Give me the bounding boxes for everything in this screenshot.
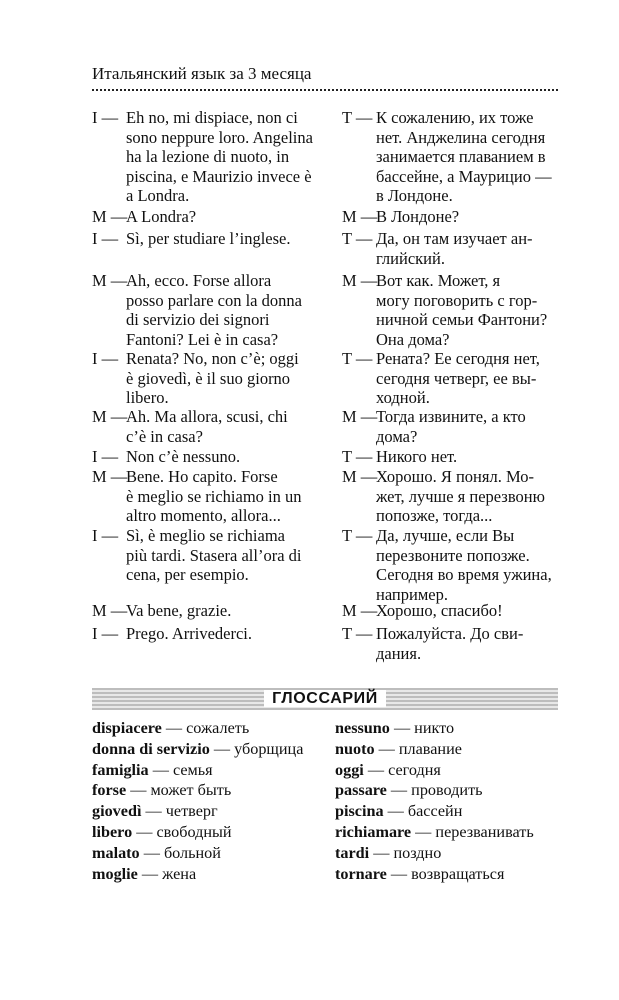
italian-text: Renata? No, non c’è; oggi è giovedì, è il suo giorno libero. (126, 349, 299, 408)
glossary-term: donna di servizio (92, 739, 210, 758)
italian-text: Va bene, grazie. (126, 601, 232, 620)
glossary-entry (92, 864, 332, 885)
speaker-label: I — (92, 526, 119, 545)
glossary-entry (335, 843, 565, 864)
speaker-label: T — (342, 624, 373, 643)
glossary-entry (92, 780, 332, 801)
glossary-term: piscina (335, 802, 384, 821)
russian-text: Пожалуйста. До сви- дания. (376, 624, 524, 663)
glossary-entry (335, 739, 565, 760)
speaker-label: T — (342, 229, 373, 248)
glossary-definition: — может быть (126, 781, 232, 800)
italian-text: A Londra? (126, 207, 197, 226)
italian-line (92, 229, 342, 249)
italian-text: Ah. Ma allora, scusi, chi c’è in casa? (126, 407, 288, 446)
russian-text: Рената? Ее сегодня нет, сегодня четверг, ее вы- ходной. (376, 349, 540, 408)
russian-line (342, 207, 562, 227)
glossary-entry (335, 801, 565, 822)
glossary-term: malato (92, 843, 140, 862)
glossary-definition: — уборщица (209, 739, 304, 758)
glossary-term: famiglia (92, 760, 149, 779)
speaker-label: M — (342, 207, 378, 226)
russian-line (342, 407, 562, 446)
glossary-entry (335, 822, 565, 843)
glossary-definition: — перезванивать (411, 822, 534, 841)
italian-line (92, 271, 342, 349)
glossary-term: richiamare (335, 822, 412, 841)
glossary-term: oggi (335, 760, 364, 779)
glossary-entry (92, 822, 332, 843)
russian-text: Никого нет. (376, 447, 458, 466)
russian-text: Да, лучше, если Вы перезвоните попозже. Сегодня во время ужина, например. (376, 526, 552, 604)
speaker-label: T — (342, 349, 373, 368)
speaker-label: M — (342, 467, 378, 486)
glossary-entry (335, 718, 565, 739)
russian-line (342, 108, 562, 206)
italian-line (92, 447, 342, 467)
speaker-label: M — (92, 271, 128, 290)
glossary-definition: — семья (148, 760, 213, 779)
glossary-term: libero (92, 822, 133, 841)
page-header (92, 63, 558, 93)
italian-line (92, 349, 342, 408)
italian-text: Sì, per studiare l’inglese. (126, 229, 291, 248)
russian-line (342, 467, 562, 526)
glossary-definition: — бассейн (383, 802, 463, 821)
russian-line (342, 447, 562, 467)
dialogue-turn (92, 624, 572, 663)
glossary-definition: — больной (139, 843, 221, 862)
glossary-entry (92, 760, 332, 781)
dialogue-turn (92, 447, 572, 467)
dialogue-turn (92, 207, 572, 227)
speaker-label: I — (92, 349, 119, 368)
italian-line (92, 601, 342, 621)
italian-text: Ah, ecco. Forse allora posso parlare con la donna di servizio dei signori Fantoni? Lei è in casa? (126, 271, 302, 349)
russian-text: Вот как. Может, я могу поговорить с гор- ничной семьи Фантони? Она дома? (376, 271, 548, 349)
glossary-entry (335, 760, 565, 781)
glossary-right-column (335, 718, 565, 884)
italian-line (92, 624, 342, 644)
glossary-definition: — свободный (132, 822, 232, 841)
glossary-term: dispiacere (92, 719, 162, 737)
speaker-label: M — (92, 467, 128, 486)
dialogue-turn (92, 407, 572, 446)
speaker-label: T — (342, 447, 373, 466)
speaker-label: M — (92, 207, 128, 226)
dialogue-turn (92, 467, 572, 526)
russian-line (342, 229, 562, 268)
speaker-label: M — (342, 407, 378, 426)
dialogue-turn (92, 601, 572, 621)
glossary-term: passare (335, 781, 387, 800)
glossary-definition: — возвращаться (386, 864, 505, 883)
speaker-label: M — (92, 407, 128, 426)
glossary-term: giovedì (92, 802, 142, 821)
italian-line (92, 108, 342, 206)
dialogue-turn (92, 349, 572, 408)
dialogue-turn (92, 271, 572, 349)
italian-line (92, 207, 342, 227)
glossary-definition: — сожалеть (161, 719, 250, 737)
russian-line (342, 526, 562, 604)
glossary-entry (92, 801, 332, 822)
glossary-entry (335, 780, 565, 801)
glossary-entry (335, 864, 565, 885)
speaker-label: M — (342, 271, 378, 290)
glossary-definition: — плавание (374, 739, 462, 758)
dialogue-turn (92, 108, 572, 206)
russian-text: Хорошо, спасибо! (376, 601, 503, 620)
italian-text: Sì, è meglio se richiama più tardi. Stasera all’ora di cena, per esempio. (126, 526, 302, 585)
italian-text: Bene. Ho capito. Forse è meglio se richiamo in un altro momento, allora... (126, 467, 302, 526)
glossary-entry (92, 843, 332, 864)
glossary-definition: — никто (389, 719, 455, 737)
glossary-entry (92, 718, 332, 739)
glossary-title: ГЛОССАРИЙ (264, 690, 386, 707)
russian-text: Тогда извините, а кто дома? (376, 407, 526, 446)
russian-line (342, 601, 562, 621)
speaker-label: I — (92, 624, 119, 643)
russian-line (342, 349, 562, 408)
italian-line (92, 407, 342, 446)
glossary-term: tornare (335, 864, 387, 883)
dialogue (92, 108, 572, 668)
dialogue-turn (92, 229, 572, 268)
running-title: Итальянский язык за 3 месяца (92, 64, 312, 83)
russian-line (342, 624, 562, 663)
glossary-term: nessuno (335, 719, 390, 737)
speaker-label: M — (342, 601, 378, 620)
glossary-definition: — проводить (386, 781, 483, 800)
italian-line (92, 467, 342, 526)
italian-text: Non c’è nessuno. (126, 447, 241, 466)
italian-line (92, 526, 342, 585)
glossary-definition: — жена (137, 864, 197, 883)
italian-text: Prego. Arrivederci. (126, 624, 252, 643)
speaker-label: I — (92, 447, 119, 466)
russian-text: В Лондоне? (376, 207, 460, 226)
glossary-definition: — четверг (141, 802, 218, 821)
glossary-left-column (92, 718, 332, 884)
russian-text: Да, он там изучает ан- глийский. (376, 229, 533, 268)
speaker-label: I — (92, 229, 119, 248)
russian-text: Хорошо. Я понял. Мо- жет, лучше я перезвоню попозже, тогда... (376, 467, 545, 526)
glossary-definition: — сегодня (363, 760, 441, 779)
glossary-header (92, 688, 558, 710)
glossary-definition: — поздно (369, 843, 442, 862)
glossary-term: forse (92, 781, 127, 800)
glossary-entry (92, 739, 332, 760)
speaker-label: T — (342, 108, 373, 127)
speaker-label: I — (92, 108, 119, 127)
dotted-divider (92, 89, 558, 91)
italian-text: Eh no, mi dispiace, non ci sono neppure loro. Angelina ha la lezione di nuoto, in piscina, e Maurizio invece è a Londra. (126, 108, 313, 206)
russian-line (342, 271, 562, 349)
speaker-label: T — (342, 526, 373, 545)
speaker-label: M — (92, 601, 128, 620)
glossary-term: nuoto (335, 739, 375, 758)
russian-text: К сожалению, их тоже нет. Анджелина сегодня занимается плаванием в бассейне, а Маурицио — в Лондоне. (376, 108, 552, 206)
glossary-term: moglie (92, 864, 138, 883)
glossary-term: tardi (335, 843, 370, 862)
dialogue-turn (92, 526, 572, 604)
